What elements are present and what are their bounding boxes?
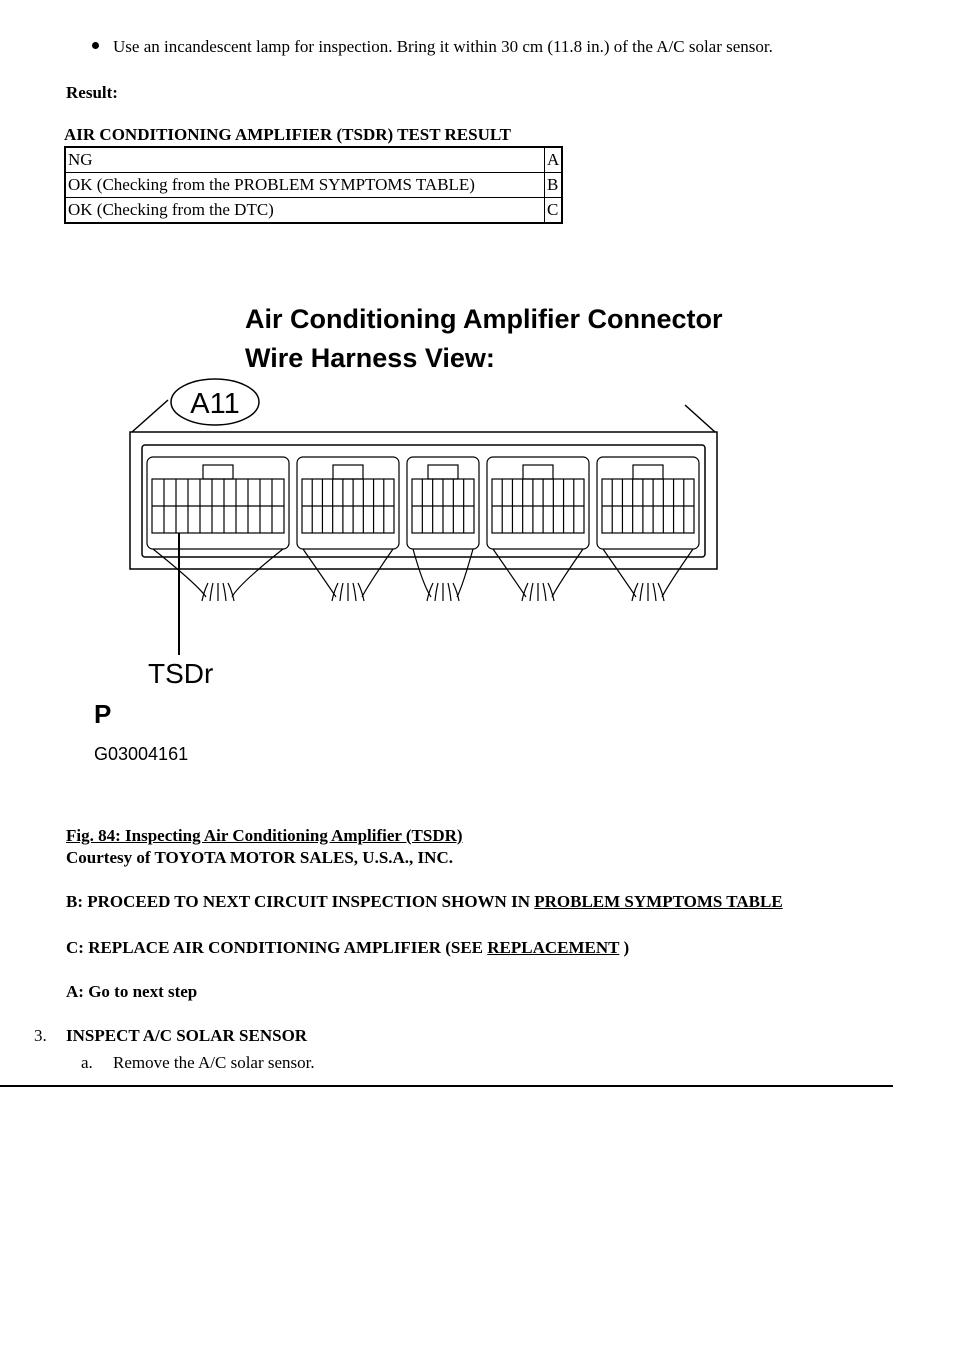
result-b bbox=[66, 892, 783, 912]
result-label: Result: bbox=[66, 83, 118, 102]
connector-figure bbox=[60, 285, 740, 775]
code-cell: B bbox=[545, 173, 563, 198]
figure-caption: Fig. 84: Inspecting Air Conditioning Amplifier (TSDR) bbox=[66, 826, 463, 845]
step-title: INSPECT A/C SOLAR SENSOR bbox=[66, 1026, 308, 1045]
replacement-link[interactable]: REPLACEMENT bbox=[487, 938, 620, 957]
terminal-block bbox=[597, 457, 699, 549]
result-c-suffix: ) bbox=[619, 938, 630, 957]
inspection-bullet bbox=[92, 37, 773, 57]
code-cell: A bbox=[545, 147, 563, 173]
figure-code: G03004161 bbox=[94, 744, 189, 764]
result-b-text: B: PROCEED TO NEXT CIRCUIT INSPECTION SHOWN IN bbox=[66, 892, 535, 911]
bullet-text: Use an incandescent lamp for inspection. Bring it within 30 cm (11.8 in.) of the A/C solar sensor. bbox=[113, 37, 773, 56]
connector-id-badge bbox=[171, 379, 259, 425]
terminal-block bbox=[407, 457, 479, 549]
substep-letter: a. bbox=[81, 1053, 93, 1072]
result-c-text: C: REPLACE AIR CONDITIONING AMPLIFIER (SEE bbox=[66, 938, 488, 957]
table-row bbox=[65, 147, 562, 173]
condition-cell: OK (Checking from the DTC) bbox=[65, 198, 545, 224]
figure-courtesy: Courtesy of TOYOTA MOTOR SALES, U.S.A., INC. bbox=[66, 848, 453, 867]
substep-text: Remove the A/C solar sensor. bbox=[113, 1053, 315, 1072]
step-number: 3. bbox=[34, 1026, 47, 1045]
table-row bbox=[65, 198, 562, 224]
test-result-table bbox=[64, 146, 563, 224]
terminal-block bbox=[147, 457, 289, 549]
bullet-dot-icon bbox=[92, 42, 99, 49]
result-c bbox=[66, 938, 629, 958]
terminal-label: TSDr bbox=[148, 658, 214, 689]
terminal-blocks bbox=[147, 457, 699, 549]
code-cell: C bbox=[545, 198, 563, 224]
condition-cell: OK (Checking from the PROBLEM SYMPTOMS TABLE) bbox=[65, 173, 545, 198]
condition-cell: NG bbox=[65, 147, 545, 173]
terminal-block bbox=[487, 457, 589, 549]
section-divider bbox=[0, 1085, 893, 1087]
table-title: AIR CONDITIONING AMPLIFIER (TSDR) TEST RESULT bbox=[64, 125, 511, 144]
figure-title-line1: Air Conditioning Amplifier Connector bbox=[245, 304, 723, 334]
table-row bbox=[65, 173, 562, 198]
problem-symptoms-table-link[interactable]: PROBLEM SYMPTOMS TABLE bbox=[534, 892, 783, 911]
terminal-block bbox=[297, 457, 399, 549]
result-a: A: Go to next step bbox=[66, 982, 198, 1001]
mark-label: P bbox=[94, 699, 112, 729]
connector-id: A11 bbox=[190, 388, 240, 420]
figure-title-line2: Wire Harness View: bbox=[245, 343, 495, 373]
